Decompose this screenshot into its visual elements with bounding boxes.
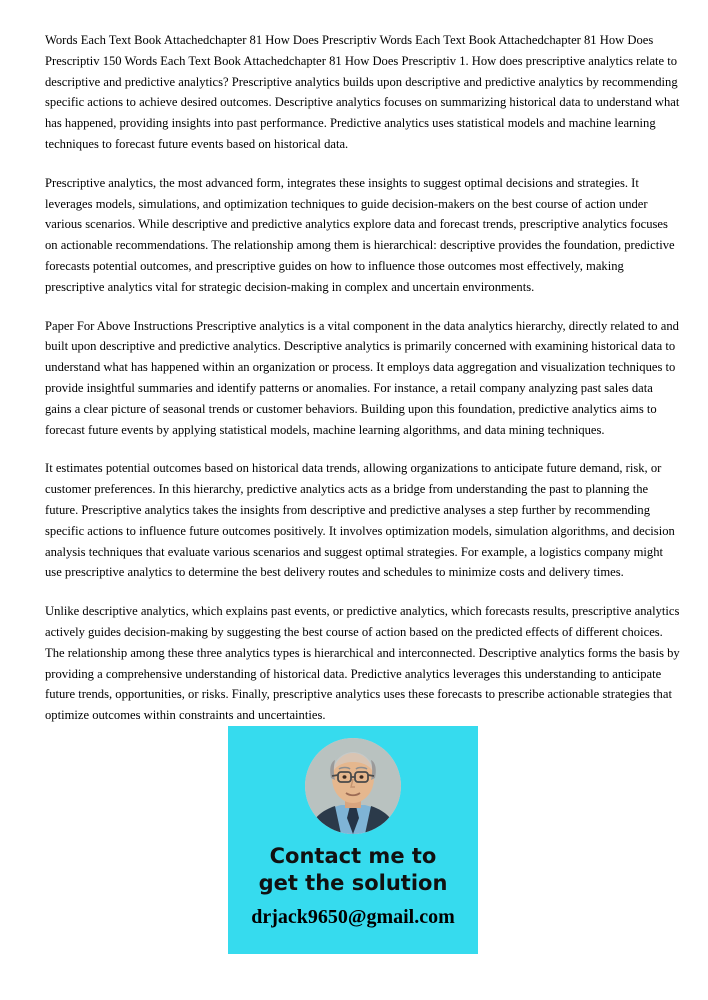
avatar (305, 738, 401, 834)
contact-overlay-card (228, 726, 478, 954)
paragraph: It estimates potential outcomes based on historical data trends, allowing organizations to anticipate future demand, risk, or customer preferences. In this hierarchy, predictive analytics acts as a bridge from understanding the past to planning the future. Prescriptive analytics takes the insights from descriptive and predictive analyses a step further by recommending specific actions to influence future outcomes positively. It involves optimization models, simulation algorithms, and decision analysis techniques that evaluate various scenarios and suggest optimal strategies. For example, a logistics company might use prescriptive analytics to determine the best delivery routes and schedules to minimize costs and delivery times. (45, 461, 675, 580)
overlay-headline-line-1: Contact me to (269, 844, 437, 868)
document-text-body (45, 30, 680, 726)
paragraph: Unlike descriptive analytics, which explains past events, or predictive analytics, which forecasts results, prescriptive analytics actively guides decision-making by suggesting the best course of action based on the predicted effects of different choices. The relationship among these three analytics types is hierarchical and interconnected. Descriptive analytics forms the basis by providing a comprehensive understanding of historical data. Predictive analytics leverages this understanding to anticipate future trends, opportunities, or risks. Finally, prescriptive analytics uses these forecasts to prescribe actionable strategies that optimize outcomes within constraints and uncertainties. (45, 604, 680, 723)
paragraph: Words Each Text Book Attachedchapter 81 How Does Prescriptiv Words Each Text Book Attachedchapter 81 How Does Prescriptiv 150 Words Each Text Book Attachedchapter 81 How Does Prescriptiv 1. How does prescriptive analytics relate to descriptive and predictive analytics? Prescriptive analytics builds upon descriptive and predictive analytics by recommending specific actions to achieve desired outcomes. Descriptive analytics focuses on summarizing historical data to understand what has happened, providing insights into past performance. Predictive analytics uses statistical models and machine learning techniques to forecast future events based on historical data. (45, 33, 680, 151)
overlay-headline-line-2: get the solution (258, 871, 448, 895)
paragraph: Paper For Above Instructions Prescriptive analytics is a vital component in the data analytics hierarchy, directly related to and built upon descriptive and predictive analytics. Descriptive analytics is primarily concerned with examining historical data to understand what has happened within an organization or process. It employs data aggregation and visualization techniques to provide insightful summaries and identify patterns or anomalies. For instance, a retail company analyzing past sales data gains a clear picture of seasonal trends or customer behaviors. Building upon this foundation, predictive analytics aims to forecast future events by applying statistical models, machine learning algorithms, and data mining techniques. (45, 318, 679, 437)
overlay-email-address[interactable]: drjack9650@gmail.com (251, 906, 455, 928)
paragraph: Prescriptive analytics, the most advanced form, integrates these insights to suggest optimal decisions and strategies. It leverages models, simulations, and optimization techniques to guide decision-makers on the best course of action under various scenarios. While descriptive and predictive analytics explore data and forecast trends, prescriptive analytics focuses on actionable recommendations. The relationship among them is hierarchical: descriptive provides the foundation, predictive forecasts potential outcomes, and prescriptive guides on how to influence those outcomes most effectively, making prescriptive analytics vital for strategic decision-making in complex and uncertain environments. (45, 175, 675, 294)
